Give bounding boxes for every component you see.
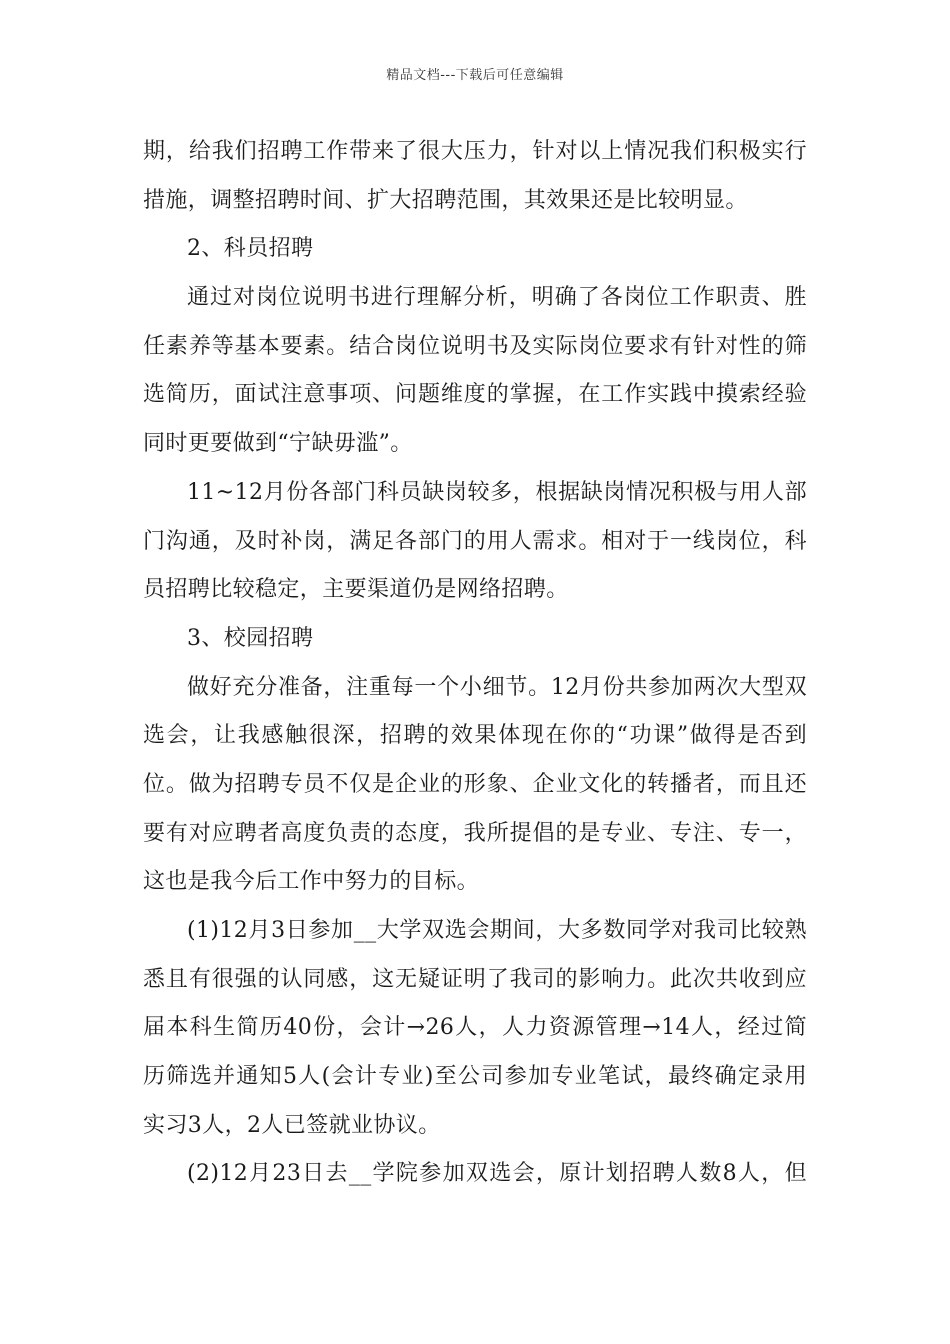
text-line: 同时更要做到“宁缺毋滥”。 — [143, 431, 413, 457]
text-line: 位。做为招聘专员不仅是企业的形象、企业文化的转播者，而且还 — [143, 771, 807, 797]
text-line: 2、科员招聘 — [187, 236, 314, 262]
text-line: 11~12月份各部门科员缺岗较多，根据缺岗情况积极与用人部 — [187, 479, 807, 505]
text-line: 要有对应聘者高度负责的态度，我所提倡的是专业、专注、专一， — [143, 820, 807, 846]
text-line: (1)12月3日参加__大学双选会期间，大多数同学对我司比较熟 — [187, 918, 807, 943]
text-line: 员招聘比较稳定，主要渠道仍是网络招聘。 — [143, 577, 569, 603]
text-line: 实习3人，2人已签就业协议。 — [143, 1112, 441, 1138]
text-line: 选会，让我感触很深，招聘的效果体现在你的“功课”做得是否到 — [143, 723, 807, 749]
text-line: 选简历，面试注意事项、问题维度的掌握，在工作实践中摸索经验 — [143, 382, 807, 408]
text-line: 届本科生简历40份，会计→26人，人力资源管理→14人，经过简 — [143, 1015, 807, 1041]
text-line: 措施，调整招聘时间、扩大招聘范围，其效果还是比较明显。 — [143, 187, 748, 213]
text-line: 门沟通，及时补岗，满足各部门的用人需求。相对于一线岗位，科 — [143, 528, 807, 554]
text-line: 历筛选并通知5人(会计专业)至公司参加专业笔试，最终确定录用 — [143, 1064, 807, 1090]
text-line: (2)12月23日去__学院参加双选会，原计划招聘人数8人，但 — [187, 1161, 807, 1187]
document-body — [143, 128, 807, 1199]
text-line: 通过对岗位说明书进行理解分析，明确了各岗位工作职责、胜 — [187, 285, 807, 311]
text-line: 3、校园招聘 — [187, 625, 314, 651]
text-line: 期，给我们招聘工作带来了很大压力，针对以上情况我们积极实行 — [143, 139, 807, 164]
page-header: 精品文档---下载后可任意编辑 — [386, 68, 564, 83]
text-line: 做好充分准备，注重每一个小细节。12月份共参加两次大型双 — [187, 674, 807, 700]
text-line: 悉且有很强的认同感，这无疑证明了我司的影响力。此次共收到应 — [143, 966, 807, 992]
text-line: 这也是我今后工作中努力的目标。 — [143, 869, 480, 895]
text-line: 任素养等基本要素。结合岗位说明书及实际岗位要求有针对性的筛 — [143, 333, 807, 359]
